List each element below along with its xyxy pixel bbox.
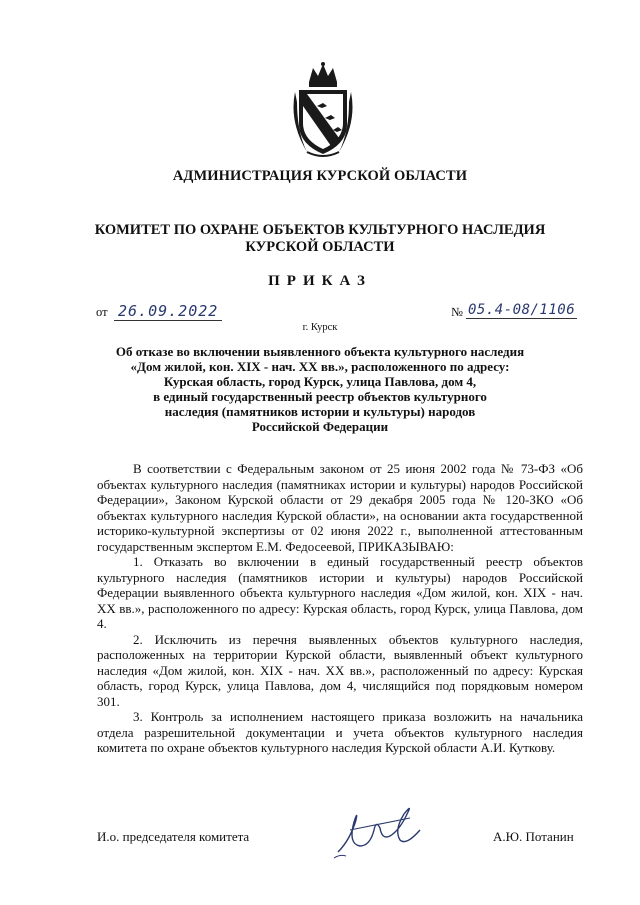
title-line: в единый государственный реестр объектов культурного: [153, 389, 487, 404]
committee-line-2: КУРСКОЙ ОБЛАСТИ: [245, 239, 395, 255]
title-line: Об отказе во включении выявленного объекта культурного наследия: [115, 344, 525, 359]
administration-heading: АДМИНИСТРАЦИЯ КУРСКОЙ ОБЛАСТИ: [172, 168, 468, 184]
order-body: [97, 461, 583, 756]
number-value: 05.4-08/1106: [468, 302, 576, 318]
handwritten-signature-icon: [330, 800, 430, 862]
title-line: Российской Федерации: [251, 419, 389, 434]
signatory-position: И.о. председателя комитета: [97, 829, 250, 844]
date-label: от: [96, 305, 108, 319]
title-line: Курская область, город Курск, улица Павлова, дом 4,: [163, 374, 477, 389]
committee-line-1: КОМИТЕТ ПО ОХРАНЕ ОБЪЕКТОВ КУЛЬТУРНОГО НАСЛЕДИЯ: [94, 222, 546, 238]
date-value: 26.09.2022: [114, 302, 222, 321]
document-type: ПРИКАЗ: [268, 273, 372, 289]
coat-of-arms-icon: [287, 62, 359, 160]
paragraph-item-1: 1. Отказать во включении в единый государственный реестр объектов культурного наследия (памятников истории и культуры) народов Российской Федерации выявленного объекта культурного наследия «Дом жилой, кон. XIX - нач. XX вв.», расположенного по адресу: Курская область, город Курск, улица Павлова, дом 4.: [97, 554, 583, 631]
order-title: [100, 344, 540, 434]
title-line: наследия (памятников истории и культуры) народов: [164, 404, 476, 419]
paragraph-preamble: В соответствии с Федеральным законом от 25 июня 2002 года № 73-ФЗ «Об объектах культурного наследия (памятниках истории и культуры) народов Российской Федерации», Законом Курской области от 29 декабря 2005 года № 120-ЗКО «Об объектах культурного наследия Курской области», на основании акта государственной историко-культурной экспертизы от 02 июня 2022 г., выполненной аттестованным государственным экспертом Е.М. Федосеевой, ПРИКАЗЫВАЮ:: [97, 461, 583, 554]
number-label: №: [451, 305, 463, 319]
city: г. Курск: [302, 322, 338, 333]
title-line: «Дом жилой, кон. XIX - нач. XX вв.», расположенного по адресу:: [130, 359, 510, 374]
signatory-name: А.Ю. Потанин: [493, 829, 574, 844]
committee-heading: [70, 222, 570, 256]
paragraph-item-3: 3. Контроль за исполнением настоящего приказа возложить на начальника отдела разрешительной документации и учета объектов культурного наследия комитета по охране объектов культурного наследия Курской области А.И. Куткову.: [97, 709, 583, 755]
paragraph-item-2: 2. Исключить из перечня выявленных объектов культурного наследия, расположенных на территории Курской области, выявленный объект культурного наследия «Дом жилой, кон. XIX - нач. XX вв.», расположенный по адресу: Курская область, город Курск, улица Павлова, дом 4, числящийся под порядковым номером 301.: [97, 631, 583, 709]
